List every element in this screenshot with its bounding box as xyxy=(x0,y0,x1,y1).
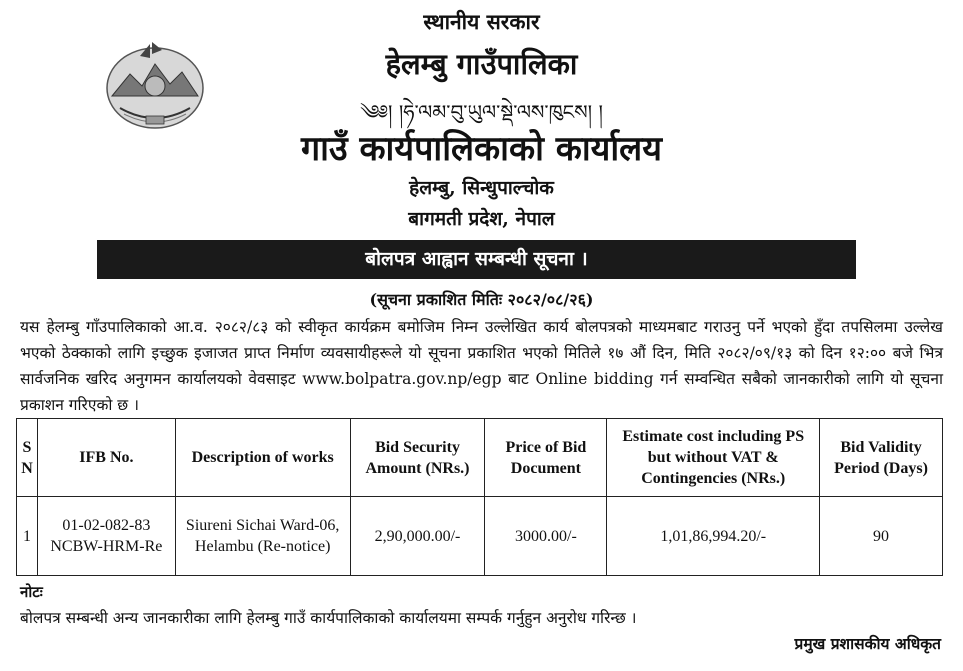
note-label: नोटः xyxy=(20,583,43,601)
header-local-government: स्थानीय सरकार xyxy=(423,9,540,34)
col-header-sn: S N xyxy=(17,419,38,497)
cell-estimate: 1,01,86,994.20/- xyxy=(607,497,820,576)
cell-price: 3000.00/- xyxy=(485,497,607,576)
col-header-price: Price of Bid Document xyxy=(485,419,607,497)
cell-description: Siureni Sichai Ward-06, Helambu (Re-notice) xyxy=(175,497,350,576)
col-header-estimate: Estimate cost including PS but without VAT & Contingencies (NRs.) xyxy=(607,419,820,497)
header-municipality: हेलम्बु गाउँपालिका xyxy=(385,47,578,81)
table-header-row xyxy=(17,419,943,497)
header-location: हेलम्बु, सिन्धुपाल्चोक xyxy=(409,177,554,199)
col-header-bid-security: Bid Security Amount (NRs.) xyxy=(350,419,485,497)
note-text: बोलपत्र सम्बन्धी अन्य जानकारीका लागि हेलम्बु गाउँ कार्यपालिकाको कार्यालयमा सम्पर्क गर्नुहुन अनुरोध गरिन्छ । xyxy=(20,609,637,627)
table-row xyxy=(17,497,943,576)
col-header-description: Description of works xyxy=(175,419,350,497)
notice-title-banner: बोलपत्र आह्वान सम्बन्धी सूचना । xyxy=(97,240,856,279)
header-office: गाउँ कार्यपालिकाको कार्यालय xyxy=(301,129,662,169)
col-header-validity: Bid Validity Period (Days) xyxy=(820,419,943,497)
cell-bid-security: 2,90,000.00/- xyxy=(350,497,485,576)
notice-body: यस हेलम्बु गाँउपालिकाको आ.व. २०८२/८३ को स्वीकृत कार्यक्रम बमोजिम निम्न उल्लेखित कार्य बोलपत्रको माध्यमबाट गराउनु पर्ने भएको हुँदा तपसिलमा उल्लेख भएको ठेक्काको लागि इच्छुक इजाजत प्राप्त निर्माण व्यवसायीहरूले यो सूचना प्रकाशित भएको मितिले १७ औं दिन, मिति २०८२/०९/१३ को दिन १२:०० बजे भित्र सार्वजनिक खरिद अनुगमन कार्यालयको वेवसाइट www.bolpatra.gov.np/egp बाट Online bidding गर्न सम्वन्धित सबैको जानकारीको लागि यो सूचना प्रकाशन गरिएको छ । xyxy=(20,318,943,414)
cell-ifb: 01-02-082-83 NCBW-HRM-Re xyxy=(37,497,175,576)
cell-validity: 90 xyxy=(820,497,943,576)
col-header-ifb: IFB No. xyxy=(37,419,175,497)
header-province: बागमती प्रदेश, नेपाल xyxy=(408,208,555,230)
header-tibetan-name: ༄༅། །ཧེ་ལམ་བུ་ཡུལ་སྡེ་ལས་ཁུངས། ། xyxy=(360,100,603,124)
published-date: (सूचना प्रकाशित मितिः २०८२/०८/२६) xyxy=(369,290,594,309)
signatory: प्रमुख प्रशासकीय अधिकृत xyxy=(794,634,941,653)
cell-sn: 1 xyxy=(17,497,38,576)
bid-table xyxy=(16,418,943,576)
